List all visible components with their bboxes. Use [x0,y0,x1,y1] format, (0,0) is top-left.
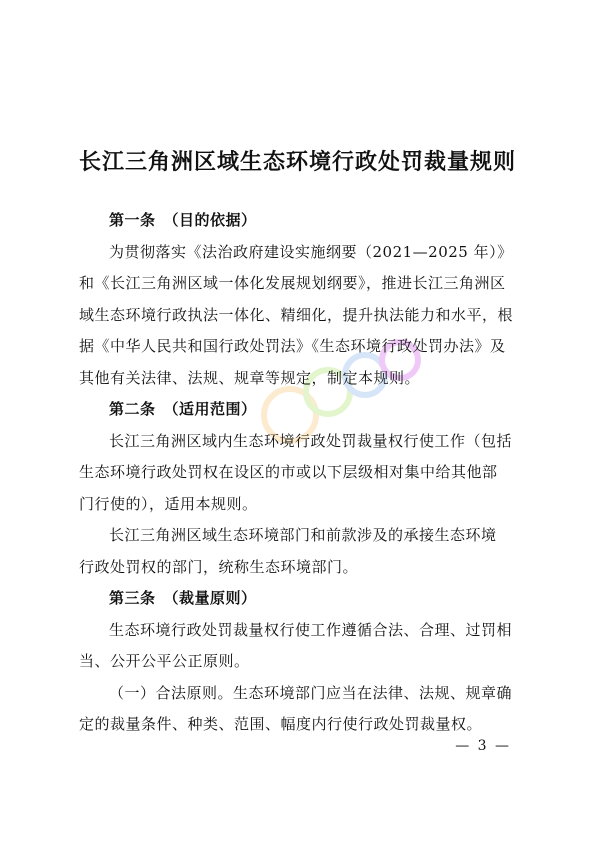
article-1-paragraph [79,237,530,395]
document-body [79,205,530,741]
text-line: （一）合法原则。生态环境部门应当在法律、法规、规章确 [109,683,513,702]
document-title: 长江三角洲区域生态环境行政处罚裁量规则 [78,149,516,175]
text-line: 域生态环境行政执法一体化、精细化，提升执法能力和水平，根 [79,305,514,324]
article-3-heading: 第三条 （裁量原则） [109,589,257,607]
text-line: 和《长江三角洲区域一体化发展规划纲要》，推进长江三角洲区 [79,274,506,292]
text-line: 长江三角洲区域生态环境部门和前款涉及的承接生态环境 [109,526,497,544]
text-line: 行政处罚权的部门，统称生态环境部门。 [79,557,359,576]
article-2-paragraph-1 [79,426,530,521]
text-line: 门行使的），适用本规则。 [79,494,258,513]
text-line: 生态环境行政处罚裁量权行使工作遵循合法、合理、过罚相 [109,620,513,639]
text-line: 当、公开公平公正原则。 [79,652,250,670]
text-line: 为贯彻落实《法治政府建设实施纲要（2021—2025 年）》 [109,242,513,261]
text-line: 据《中华人民共和国行政处罚法》《生态环境行政处罚办法》及 [79,337,506,355]
text-line: 生态环境行政处罚权在设区的市或以下层级相对集中给其他部 [79,463,498,481]
text-line: 长江三角洲区域内生态环境行政处罚裁量权行使工作（包括 [109,431,513,450]
article-3-paragraph-2 [79,678,530,741]
article-3-paragraph-1 [79,615,530,678]
article-1-heading: 第一条 （目的依据） [109,211,257,229]
article-2-heading: 第二条 （适用范围） [109,400,257,418]
text-line: 定的裁量条件、种类、范围、幅度内行使行政处罚裁量权。 [79,715,483,733]
page-number: — 3 — [455,738,511,754]
article-2-paragraph-2 [79,520,530,583]
text-line: 其他有关法律、法规、规章等规定，制定本规则。 [79,368,421,387]
